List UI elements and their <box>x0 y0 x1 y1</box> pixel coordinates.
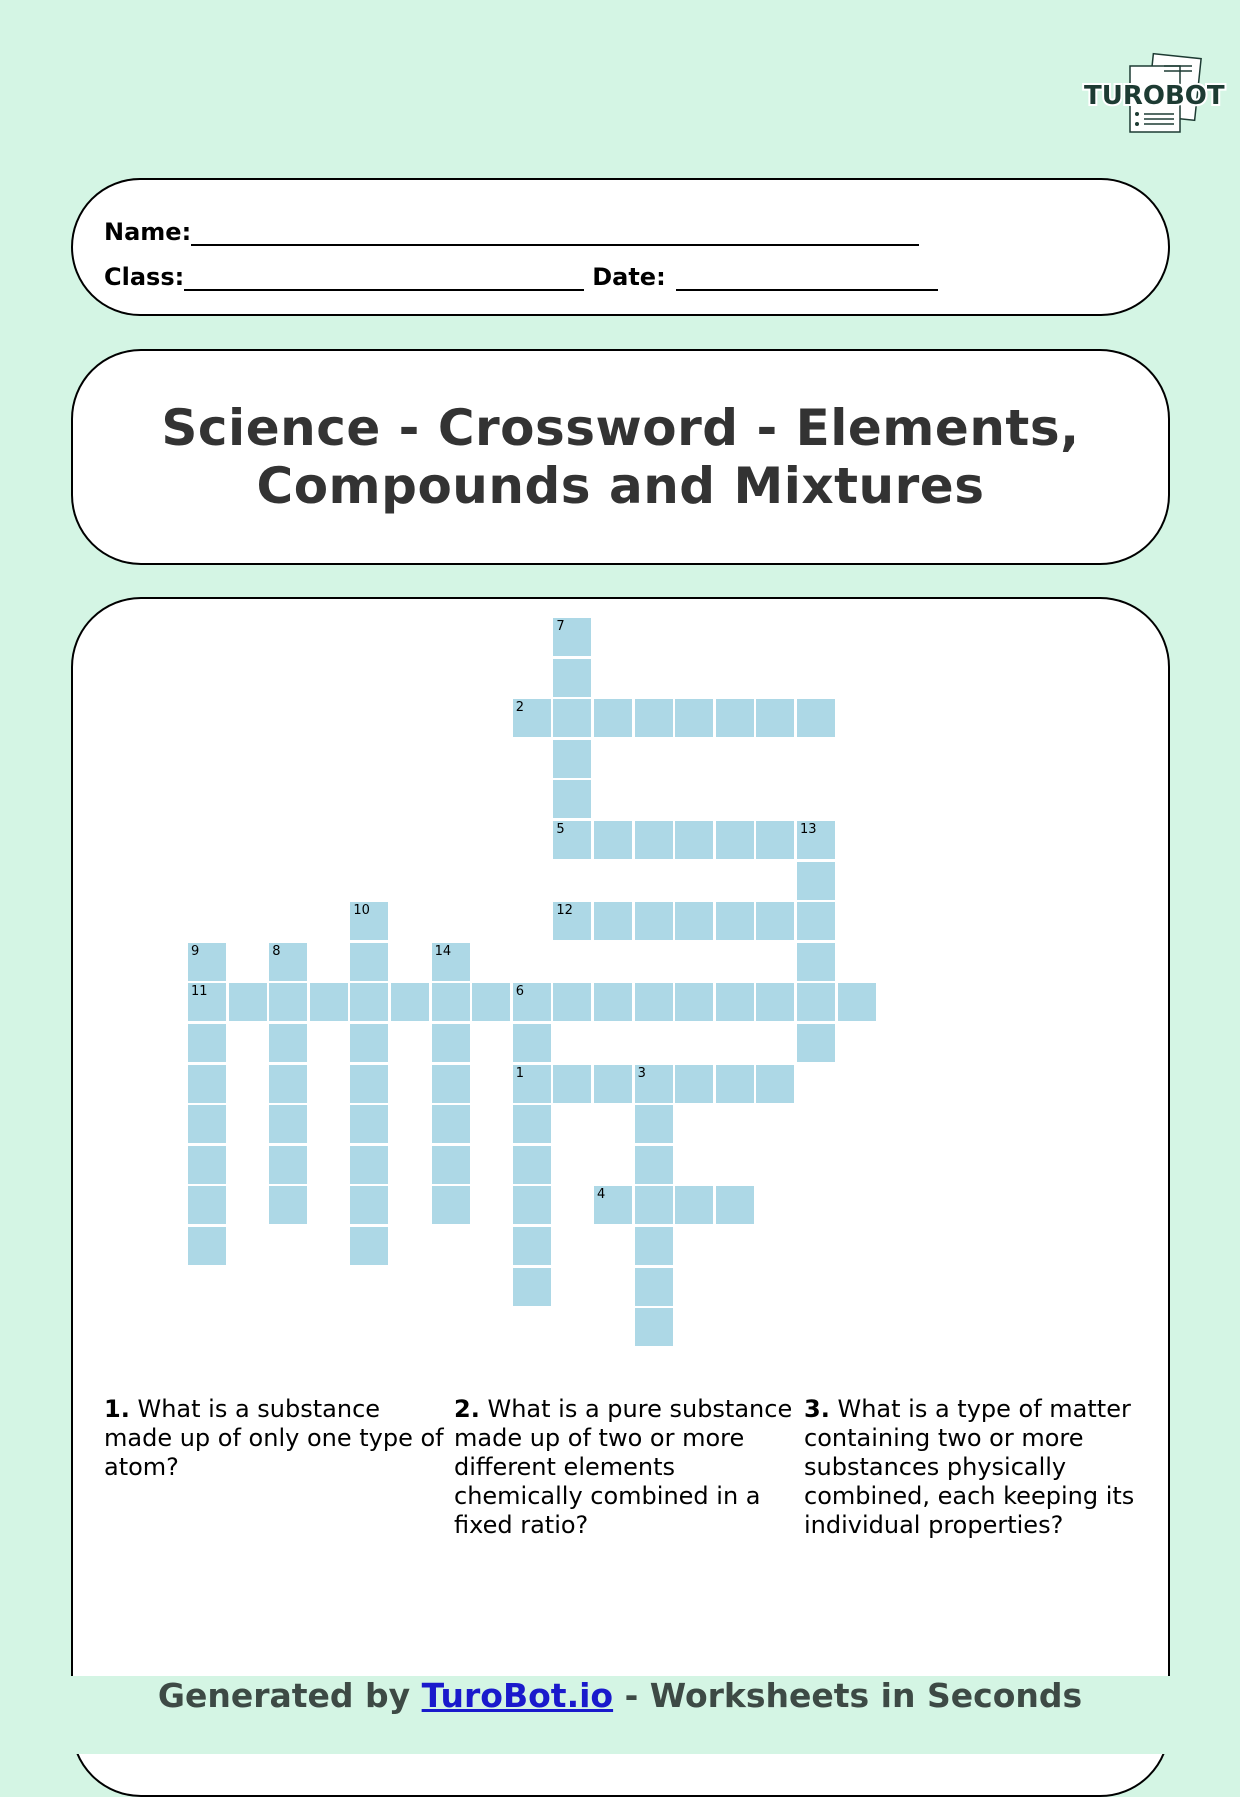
crossword-cell[interactable] <box>675 821 713 859</box>
crossword-cell[interactable] <box>188 1065 226 1103</box>
crossword-cell[interactable] <box>432 1065 470 1103</box>
crossword-cell[interactable] <box>635 1186 673 1224</box>
crossword-cell[interactable] <box>594 1186 632 1224</box>
crossword-cell[interactable] <box>188 943 226 981</box>
crossword-cell[interactable] <box>756 821 794 859</box>
crossword-cell[interactable] <box>269 1146 307 1184</box>
clue-text: What is a type of matter containing two or more substances physically combined, each keeping its individual properties? <box>804 1395 1135 1539</box>
crossword-cell[interactable] <box>513 699 551 737</box>
cell-number: 11 <box>191 984 208 1000</box>
crossword-cell[interactable] <box>797 699 835 737</box>
crossword-cell[interactable] <box>594 821 632 859</box>
crossword-cell[interactable] <box>635 1227 673 1265</box>
crossword-cell[interactable] <box>513 1186 551 1224</box>
crossword-cell[interactable] <box>797 1024 835 1062</box>
crossword-cell[interactable] <box>350 983 388 1021</box>
clue-text: What is a pure substance made up of two or more different elements chemically combined in a fixed ratio? <box>454 1395 793 1539</box>
crossword-cell[interactable] <box>797 862 835 900</box>
crossword-cell[interactable] <box>797 821 835 859</box>
crossword-cell[interactable] <box>553 618 591 656</box>
clue-number: 2. <box>454 1395 480 1423</box>
crossword-cell[interactable] <box>553 1065 591 1103</box>
crossword-cell[interactable] <box>756 699 794 737</box>
cell-number: 2 <box>515 700 525 716</box>
student-info-box <box>71 178 1170 316</box>
crossword-cell[interactable] <box>716 902 754 940</box>
crossword-cell[interactable] <box>635 983 673 1021</box>
crossword-cell[interactable] <box>188 1105 226 1143</box>
crossword-cell[interactable] <box>269 1105 307 1143</box>
logo-text: TUROBOT <box>1084 81 1225 111</box>
crossword-cell[interactable] <box>269 943 307 981</box>
class-label: Class: <box>104 263 185 291</box>
clue-1 <box>104 1395 454 1540</box>
crossword-cell[interactable] <box>350 943 388 981</box>
crossword-cell[interactable] <box>553 983 591 1021</box>
crossword-cell[interactable] <box>188 1227 226 1265</box>
crossword-cell[interactable] <box>553 780 591 818</box>
crossword-cell[interactable] <box>594 983 632 1021</box>
crossword-cell[interactable] <box>797 902 835 940</box>
cell-number: 1 <box>515 1065 525 1081</box>
crossword-cell[interactable] <box>635 1308 673 1346</box>
crossword-cell[interactable] <box>472 983 510 1021</box>
crossword-cell[interactable] <box>513 983 551 1021</box>
title-box <box>71 349 1170 565</box>
title-line-2: Compounds and Mixtures <box>256 457 985 515</box>
crossword-cell[interactable] <box>594 902 632 940</box>
class-date-row <box>104 263 938 291</box>
date-label: Date: <box>592 263 666 291</box>
clue-2 <box>454 1395 804 1540</box>
cell-number: 5 <box>556 822 565 837</box>
cell-number: 9 <box>191 943 200 959</box>
crossword-cell[interactable] <box>391 983 429 1021</box>
crossword-cell[interactable] <box>188 1024 226 1062</box>
cell-number: 14 <box>434 943 452 959</box>
crossword-cell[interactable] <box>513 1268 551 1306</box>
crossword-cell[interactable] <box>756 983 794 1021</box>
crossword-cell[interactable] <box>432 1186 470 1224</box>
crossword-cell[interactable] <box>188 1186 226 1224</box>
crossword-cell[interactable] <box>716 699 754 737</box>
crossword-cell[interactable] <box>350 1186 388 1224</box>
crossword-cell[interactable] <box>553 740 591 778</box>
clue-number: 1. <box>104 1395 130 1423</box>
crossword-cell[interactable] <box>350 902 388 940</box>
crossword-cell[interactable] <box>553 699 591 737</box>
crossword-cell[interactable] <box>635 821 673 859</box>
crossword-cell[interactable] <box>675 1186 713 1224</box>
cell-number: 6 <box>515 984 525 1000</box>
crossword-cell[interactable] <box>635 1065 673 1103</box>
clue-text: What is a substance made up of only one type of atom? <box>104 1395 444 1481</box>
cell-number: 13 <box>800 822 817 837</box>
crossword-cell[interactable] <box>756 902 794 940</box>
crossword-cell[interactable] <box>675 983 713 1021</box>
crossword-cell[interactable] <box>269 983 307 1021</box>
crossword-cell[interactable] <box>513 1065 551 1103</box>
crossword-cell[interactable] <box>635 1146 673 1184</box>
cell-number: 4 <box>597 1187 606 1203</box>
crossword-cell[interactable] <box>716 983 754 1021</box>
name-label: Name: <box>104 218 192 246</box>
crossword-cell[interactable] <box>675 699 713 737</box>
crossword-cell[interactable] <box>635 1268 673 1306</box>
crossword-cell[interactable] <box>756 1065 794 1103</box>
date-line[interactable] <box>676 265 938 291</box>
crossword-cell[interactable] <box>310 983 348 1021</box>
cell-number: 3 <box>637 1065 646 1081</box>
crossword-cell[interactable] <box>553 821 591 859</box>
crossword-cell[interactable] <box>269 1065 307 1103</box>
cell-number: 8 <box>272 943 281 959</box>
crossword-cell[interactable] <box>675 902 713 940</box>
title-line-1: Science - Crossword - Elements, <box>161 399 1080 457</box>
crossword-cell[interactable] <box>513 1146 551 1184</box>
crossword-cell[interactable] <box>432 1146 470 1184</box>
class-line[interactable] <box>184 265 584 291</box>
crossword-cell[interactable] <box>635 699 673 737</box>
crossword-cell[interactable] <box>513 1024 551 1062</box>
crossword-cell[interactable] <box>553 659 591 697</box>
clue-3 <box>804 1395 1154 1540</box>
crossword-cell[interactable] <box>188 983 226 1021</box>
crossword-cell[interactable] <box>350 1024 388 1062</box>
crossword-cell[interactable] <box>797 983 835 1021</box>
cell-number: 7 <box>556 619 565 634</box>
name-line[interactable] <box>191 220 919 246</box>
crossword-cell[interactable] <box>635 1105 673 1143</box>
crossword-cell[interactable] <box>797 943 835 981</box>
crossword-cell[interactable] <box>350 1065 388 1103</box>
crossword-cell[interactable] <box>675 1065 713 1103</box>
name-row <box>104 218 919 246</box>
crossword-cell[interactable] <box>350 1105 388 1143</box>
crossword-cell[interactable] <box>716 1186 754 1224</box>
crossword-cell[interactable] <box>513 1227 551 1265</box>
crossword-cell[interactable] <box>188 1146 226 1184</box>
worksheet-title <box>161 399 1079 515</box>
crossword-cell[interactable] <box>229 983 267 1021</box>
footer-suffix: - Worksheets in Seconds <box>613 1676 1083 1715</box>
crossword-cell[interactable] <box>716 821 754 859</box>
crossword-cell[interactable] <box>635 902 673 940</box>
turobot-logo <box>1080 52 1225 142</box>
turobot-link[interactable]: TuroBot.io <box>421 1676 614 1715</box>
cell-number: 10 <box>353 903 370 919</box>
crossword-cell[interactable] <box>432 1105 470 1143</box>
crossword-cell[interactable] <box>513 1105 551 1143</box>
clue-list <box>104 1395 1154 1540</box>
crossword-cell[interactable] <box>432 983 470 1021</box>
crossword-cell[interactable] <box>432 943 470 981</box>
crossword-cell[interactable] <box>838 983 876 1021</box>
clue-number: 3. <box>804 1395 830 1423</box>
crossword-cell[interactable] <box>269 1024 307 1062</box>
crossword-cell[interactable] <box>553 902 591 940</box>
crossword-cell[interactable] <box>350 1146 388 1184</box>
crossword-cell[interactable] <box>269 1186 307 1224</box>
crossword-panel <box>71 597 1170 1797</box>
footer <box>0 1676 1240 1754</box>
cell-number: 12 <box>556 903 573 919</box>
crossword-cell[interactable] <box>432 1024 470 1062</box>
crossword-cell[interactable] <box>716 1065 754 1103</box>
crossword-cell[interactable] <box>350 1227 388 1265</box>
footer-prefix: Generated by <box>157 1676 422 1715</box>
crossword-cell[interactable] <box>594 1065 632 1103</box>
crossword-cell[interactable] <box>594 699 632 737</box>
